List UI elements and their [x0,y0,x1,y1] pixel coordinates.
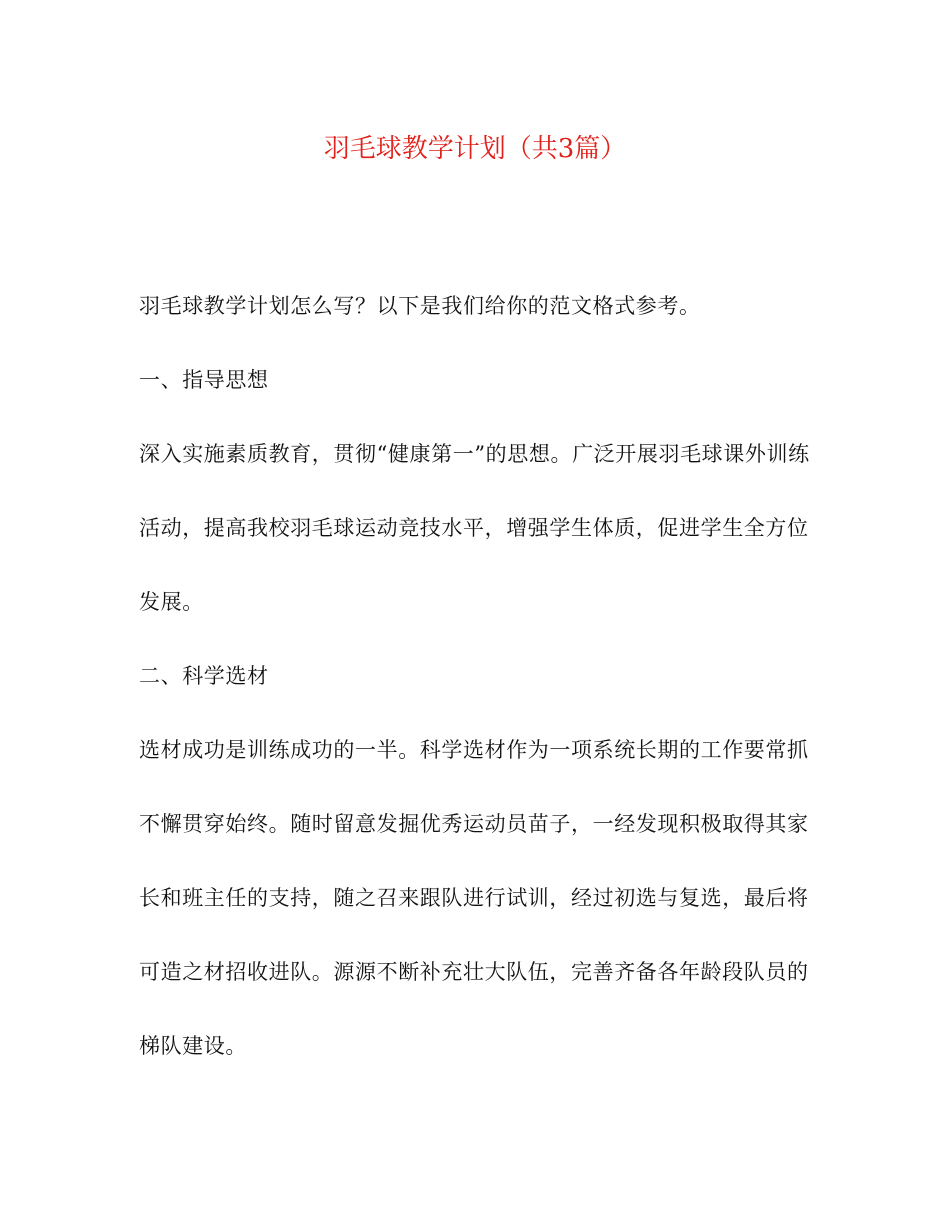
paragraph-line: 不懈贯穿始终。随时留意发掘优秀运动员苗子，一经发现积极取得其家 [139,812,809,836]
intro-paragraph: 羽毛球教学计划怎么写？以下是我们给你的范文格式参考。 [139,294,701,318]
document-body [139,286,819,1100]
page-title: 羽毛球教学计划（共3篇） [323,134,627,164]
paragraph-line: 长和班主任的支持，随之召来跟队进行试训，经过初选与复选，最后将 [139,886,809,910]
paragraph-line: 可造之材招收进队。源源不断补充壮大队伍，完善齐备各年龄段队员的 [139,960,809,984]
section-heading-scientific-selection: 二、科学选材 [139,664,269,688]
section-heading-guiding-ideology: 一、指导思想 [139,368,269,392]
paragraph-line: 深入实施素质教育，贯彻“健康第一”的思想。广泛开展羽毛球课外训练 [139,442,810,466]
paragraph-line: 活动，提高我校羽毛球运动竞技水平，增强学生体质，促进学生全方位 [139,516,809,540]
paragraph-line: 选材成功是训练成功的一半。科学选材作为一项系统长期的工作要常抓 [139,738,809,762]
paragraph-line: 发展。 [139,590,204,614]
paragraph-line: 梯队建设。 [139,1034,247,1058]
